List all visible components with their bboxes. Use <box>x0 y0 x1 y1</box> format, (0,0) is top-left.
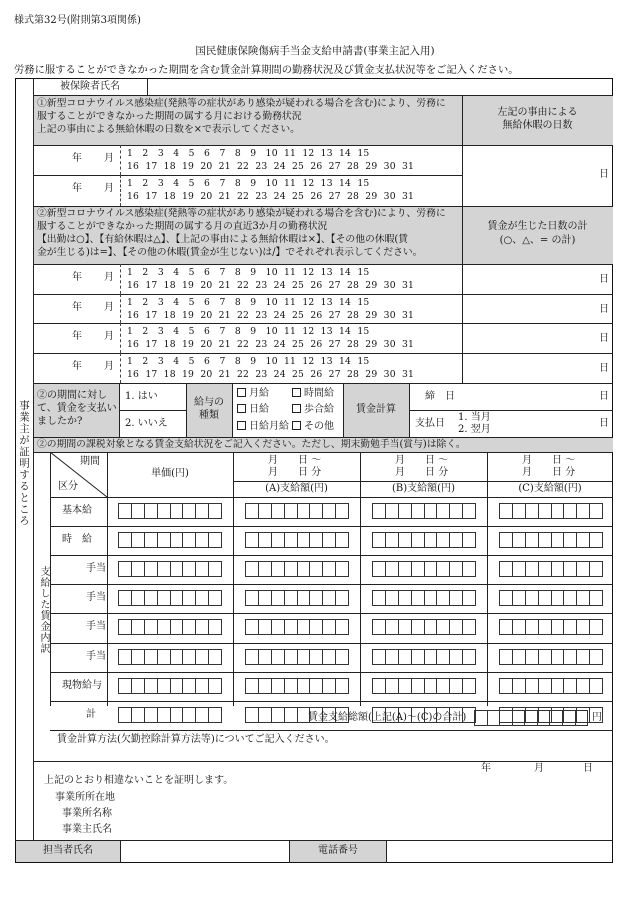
wage-type-daily[interactable] <box>237 404 269 416</box>
days-row-1: 1 2 3 4 5 6 7 8 9 10 11 12 13 14 15 <box>127 148 370 159</box>
period-c-line1: 月 日 〜 <box>522 455 576 466</box>
period-a-line2: 月 日 分 <box>268 467 322 478</box>
amount-input[interactable] <box>499 678 603 694</box>
wage-type-monthly-label: 月給 <box>249 388 269 399</box>
row-label: 手当 <box>86 563 106 575</box>
wage-type-label-2: 種類 <box>199 410 219 421</box>
row-divider <box>50 643 613 644</box>
no-option[interactable]: 2. いいえ <box>125 418 168 429</box>
days-row-1: 1 2 3 4 5 6 7 8 9 10 11 12 13 14 15 <box>127 178 370 189</box>
checkbox-icon <box>237 421 246 430</box>
left-column-line <box>33 78 34 840</box>
row-label: 基本給 <box>62 505 92 516</box>
row-label: 計 <box>86 708 96 720</box>
line-s1-r1 <box>33 175 462 176</box>
row-dash <box>120 294 121 323</box>
row-divider <box>50 701 613 702</box>
wt-col-1 <box>107 452 108 706</box>
person-in-charge-label: 担当者氏名 <box>43 845 93 856</box>
total-amount-input[interactable] <box>474 710 588 726</box>
period-b-line2: 月 日 分 <box>395 467 449 478</box>
form-number: 様式第32号(附則第3項関係) <box>14 15 141 26</box>
col-a-label: (A)支給額(円) <box>265 483 328 494</box>
category-label: 区分 <box>58 481 78 492</box>
checkbox-icon <box>292 404 301 413</box>
row-label: 手当 <box>86 621 106 633</box>
year-label: 年 <box>72 272 82 283</box>
unit-price-label: 単価(円) <box>151 468 189 479</box>
row-dash <box>120 264 121 294</box>
amount-input[interactable] <box>372 590 476 606</box>
amount-input[interactable] <box>245 561 349 577</box>
period-b-line1: 月 日 〜 <box>395 455 449 466</box>
row-dash <box>120 323 121 353</box>
wage-type-commission-label: 歩合給 <box>304 404 334 415</box>
payment-question-line2: て、賃金を支払い <box>37 403 117 414</box>
pay-next-month[interactable]: 2. 翌月 <box>458 424 491 435</box>
month-label: 月 <box>104 361 114 372</box>
amount-input[interactable] <box>372 532 476 548</box>
line-calc-bottom <box>33 761 613 762</box>
year-label: 年 <box>72 361 82 372</box>
row-dash <box>120 353 121 383</box>
amount-input[interactable] <box>499 532 603 548</box>
payment-question-line3: ましたか? <box>37 416 83 427</box>
form-intro: 労務に服することができなかった期間を含む賃金計算期間の勤務状況及び賃金支払状況等をご記入ください。 <box>14 64 519 76</box>
days-row-2: 16 17 18 19 20 21 22 23 24 25 26 27 28 29 30 31 <box>127 191 415 202</box>
row-divider <box>50 526 613 527</box>
amount-input[interactable] <box>372 503 476 519</box>
total-yen: 円 <box>592 712 602 723</box>
days-row-2: 16 17 18 19 20 21 22 23 24 25 26 27 28 29 30 31 <box>127 161 415 172</box>
amount-input[interactable] <box>499 503 603 519</box>
wage-type-daily-label: 日給 <box>249 404 269 415</box>
section1-line3: 上記の事由による無給休暇の日数を×で表示してください。 <box>37 124 300 135</box>
days-row-1: 1 2 3 4 5 6 7 8 9 10 11 12 13 14 15 <box>127 267 370 278</box>
cert-year: 年 <box>481 763 491 774</box>
amount-input[interactable] <box>499 649 603 665</box>
pq-yesno-divider <box>119 410 186 411</box>
cert-day: 日 <box>583 763 593 774</box>
checkbox-icon <box>292 421 301 430</box>
insured-name-divider <box>147 78 148 95</box>
amount-input[interactable] <box>245 649 349 665</box>
days-row-1: 1 2 3 4 5 6 7 8 9 10 11 12 13 14 15 <box>127 326 370 337</box>
days-row-2: 16 17 18 19 20 21 22 23 24 25 26 27 28 29 30 31 <box>127 280 415 291</box>
wage-type-label-1: 給与の <box>194 397 224 408</box>
section1-right-line2: 無給休暇の日数 <box>502 120 573 131</box>
days-row-1: 1 2 3 4 5 6 7 8 9 10 11 12 13 14 15 <box>127 297 370 308</box>
month-label: 月 <box>104 183 114 194</box>
pay-day-label: 支払日 <box>415 418 445 429</box>
col-c-label: (C)支給額(円) <box>518 483 582 494</box>
period-label: 期間 <box>80 456 100 467</box>
wage-type-hourly[interactable] <box>292 388 334 400</box>
checkbox-icon <box>292 388 301 397</box>
side-vertical-label: 事業主が証明するところ <box>18 400 30 527</box>
days-row-1: 1 2 3 4 5 6 7 8 9 10 11 12 13 14 15 <box>127 356 370 367</box>
wage-type-commission[interactable] <box>292 404 334 416</box>
wage-breakdown-side-label: 支給した賃金内訳 <box>38 566 49 654</box>
office-name-label: 事業所名称 <box>62 808 112 819</box>
pq-divider-3 <box>232 383 233 437</box>
row-divider <box>50 584 613 585</box>
wt-header-bottom <box>50 497 613 498</box>
row-divider <box>50 672 613 673</box>
checkbox-icon <box>237 404 246 413</box>
amount-input[interactable] <box>245 590 349 606</box>
wage-type-monthly[interactable] <box>237 388 269 400</box>
month-label: 月 <box>104 302 114 313</box>
total-label: 賃金支給総額(上記(A)〜(C)の合計) <box>308 712 467 723</box>
month-label: 月 <box>104 272 114 283</box>
pq-calc-divider <box>409 410 613 411</box>
month-label: 月 <box>104 153 114 164</box>
section2-line2: 服することができなかった期間の属する月の直近3か月の勤務状況 <box>37 221 328 232</box>
wage-type-hourly-label: 時間給 <box>304 388 334 399</box>
amount-input[interactable] <box>245 532 349 548</box>
insured-name-label: 被保険者氏名 <box>60 81 120 92</box>
wt-period-divider <box>233 481 613 482</box>
form-title: 国民健康保険傷病手当金支給申請書(事業主記入用) <box>195 45 435 57</box>
year-label: 年 <box>72 331 82 342</box>
amount-input[interactable] <box>499 619 603 635</box>
wage-type-daily-monthly[interactable] <box>237 421 289 433</box>
section2-right-line2: (○、△、= の計) <box>499 235 576 246</box>
line-s1-bottom <box>33 206 613 207</box>
row-label: 時 給 <box>62 534 92 546</box>
line-pq-bottom <box>33 437 613 438</box>
day-unit: 日 <box>599 333 609 344</box>
certification-text: 上記のとおり相違ないことを証明します。 <box>44 775 234 786</box>
year-label: 年 <box>72 183 82 194</box>
pay-current-month[interactable]: 1. 当月 <box>458 412 491 423</box>
line-total-bottom <box>50 730 613 731</box>
phone-label: 電話番号 <box>318 845 358 856</box>
day-unit: 日 <box>599 363 609 374</box>
amount-input[interactable] <box>499 590 603 606</box>
amount-input[interactable] <box>372 619 476 635</box>
wage-type-other-label: その他 <box>304 421 334 432</box>
day-unit: 日 <box>599 274 609 285</box>
amount-input[interactable] <box>499 561 603 577</box>
checkbox-icon <box>237 388 246 397</box>
line-s2-bottom <box>33 383 613 384</box>
section1-line2: 服することができなかった期間の属する月における勤務状況 <box>37 111 302 122</box>
section1-line1: ①新型コロナウイルス感染症(発熱等の症状があり感染が疑われる場合を含む)により、労務に <box>37 98 446 109</box>
row-label: 手当 <box>86 650 106 662</box>
calc-method-label: 賃金計算方法(欠勤控除計算方法等)についてご記入ください。 <box>57 734 335 745</box>
amount-input[interactable] <box>118 707 222 723</box>
row-divider <box>50 613 613 614</box>
wage-type-daily-monthly-label: 日給月給 <box>249 421 289 432</box>
line-s3-head-bottom <box>33 452 613 453</box>
year-label: 年 <box>72 302 82 313</box>
period-a-line1: 月 日 〜 <box>268 455 322 466</box>
section2-line1: ②新型コロナウイルス感染症(発熱等の症状があり感染が疑われる場合を含む)により、労務に <box>37 208 446 219</box>
person-in-charge-field[interactable] <box>121 841 289 862</box>
row-label: 現物給与 <box>62 679 102 691</box>
amount-input[interactable] <box>118 561 222 577</box>
row-label: 手当 <box>86 592 106 604</box>
amount-input[interactable] <box>372 678 476 694</box>
year-label: 年 <box>72 153 82 164</box>
amount-input[interactable] <box>372 649 476 665</box>
month-label: 月 <box>104 331 114 342</box>
days-row-2: 16 17 18 19 20 21 22 23 24 25 26 27 28 29 30 31 <box>127 369 415 380</box>
col-b-label: (B)支給額(円) <box>392 483 455 494</box>
closing-date-unit: 日 <box>599 391 609 402</box>
pay-day-unit: 日 <box>599 418 609 429</box>
payment-question-line1: ②の期間に対し <box>37 390 107 401</box>
office-address-label: 事業所所在地 <box>55 792 115 803</box>
closing-date-label: 締 日 <box>425 391 455 402</box>
section1-right-line1: 左記の事由による <box>497 107 578 118</box>
section2-line4: 金が生じる)は=】、【その他の休暇(賃金が生じない)は/】でそれぞれ表示してください。 <box>37 247 423 258</box>
amount-input[interactable] <box>118 678 222 694</box>
yes-option[interactable]: 1. はい <box>125 391 158 402</box>
amount-input[interactable] <box>118 532 222 548</box>
wage-type-other[interactable] <box>292 421 334 433</box>
days-row-2: 16 17 18 19 20 21 22 23 24 25 26 27 28 29 30 31 <box>127 339 415 350</box>
row-dash <box>120 175 121 206</box>
days-row-2: 16 17 18 19 20 21 22 23 24 25 26 27 28 29 30 31 <box>127 310 415 321</box>
line-insured-bottom <box>33 95 613 96</box>
s1-day-unit: 日 <box>599 169 609 180</box>
amount-input[interactable] <box>118 619 222 635</box>
amount-input[interactable] <box>118 590 222 606</box>
day-unit: 日 <box>599 304 609 315</box>
employer-name-label: 事業主氏名 <box>62 824 112 835</box>
amount-input[interactable] <box>245 678 349 694</box>
section2-right-line1: 賃金が生じた日数の計 <box>487 221 588 232</box>
amount-input[interactable] <box>372 561 476 577</box>
phone-field[interactable] <box>387 841 612 862</box>
section3-text: ②の期間の課税対象となる賃金支給状況をご記入ください。ただし、期末勤勉手当(賞与)は除く。 <box>37 439 466 450</box>
wage-calc-label: 賃金計算 <box>356 404 396 415</box>
amount-input[interactable] <box>245 503 349 519</box>
row-dash <box>120 145 121 175</box>
amount-input[interactable] <box>245 619 349 635</box>
amount-input[interactable] <box>118 649 222 665</box>
cert-month: 月 <box>534 763 544 774</box>
row-divider <box>50 555 613 556</box>
section2-line3: 【出勤は○】、【有給休暇は△】、【上記の事由による無給休暇は×】、【その他の休暇(賃 <box>37 234 408 245</box>
period-c-line2: 月 日 分 <box>522 467 576 478</box>
amount-input[interactable] <box>118 503 222 519</box>
